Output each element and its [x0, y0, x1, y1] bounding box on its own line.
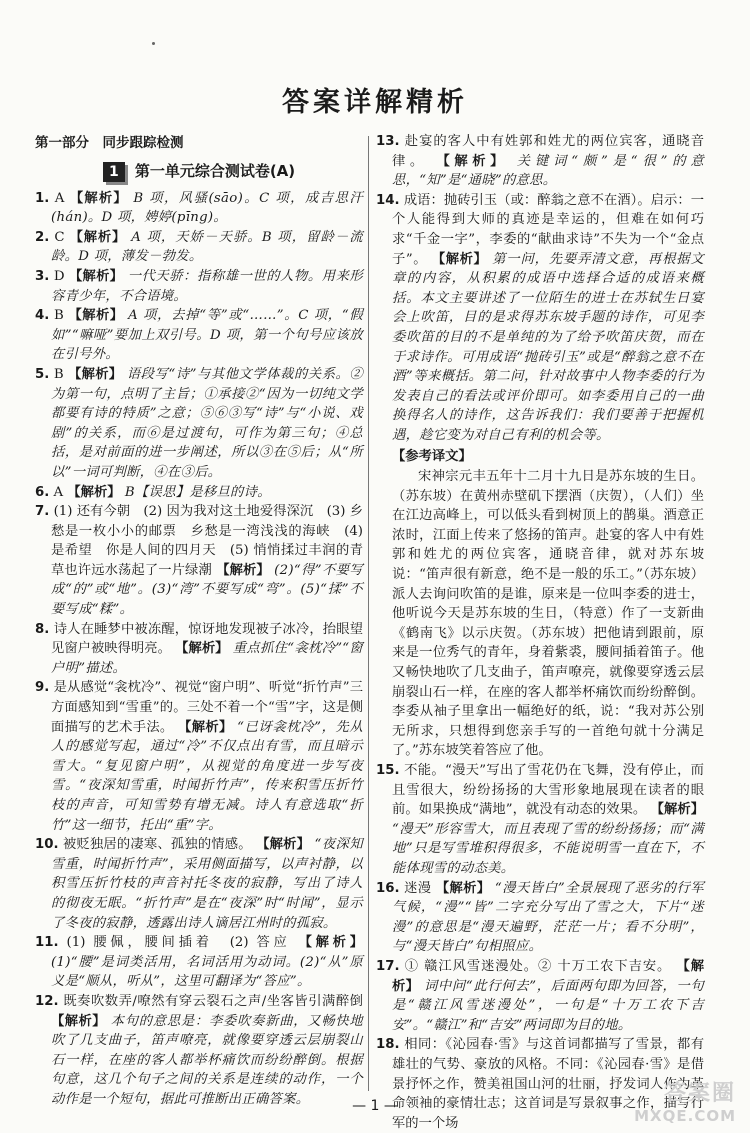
reference-translation-label: 【参考译文】 [392, 448, 472, 464]
analysis-tag: 【解析】 [68, 268, 124, 284]
analysis-text: 关键词“颇”是“很”的意思，“知”是“通晓”的意思。 [392, 153, 705, 189]
item-number: 9. [35, 680, 50, 696]
left-column [35, 132, 363, 1110]
item-answer: D [53, 268, 65, 284]
analysis-text: B 项，风骚(sāo)。C 项，成吉思汗(hán)。D 项，娉婷(pīng)。 [51, 190, 364, 226]
item-answer: A [53, 484, 64, 500]
analysis-text: 重点抓住“衾枕冷”“窗户明”描述。 [51, 641, 364, 676]
item-answer: B [54, 308, 64, 324]
answer-item [35, 502, 363, 620]
item-number: 7. [35, 504, 50, 520]
watermark-logo [612, 1076, 736, 1124]
left-answer-list [35, 189, 363, 1110]
analysis-tag: 【解析】 [175, 641, 229, 657]
item-number: 17. [376, 958, 400, 974]
watermark-text: 答案圈 [663, 1081, 736, 1106]
answer-item [35, 189, 363, 228]
unit-badge: 1 [103, 162, 125, 182]
analysis-text: 本句的意思是：李委吹奏新曲，又畅快地吹了几支曲子，笛声嘹亮，就像要穿透云层崩裂山石一样，在座的客人都举杯痛饮而纷纷醉倒。根据句意，这几个句子之间的关系是连续的动作，一个动作是一个短句，据此可推断出正确答案。 [51, 1013, 364, 1107]
item-answer: 不能。“漫天”写出了雪花仍在飞舞，没有停止，而且雪很大，纷纷扬扬的大雪形象地展现在读者的眼前。如果换成“满地”，就没有动态的效果。 [392, 763, 704, 818]
item-answer: ① 赣江风雪迷漫处。② 十万工农下吉安。 [404, 958, 672, 974]
item-number: 13. [376, 134, 400, 149]
item-answer: 诗人在睡梦中被冻醒，惊讶地发现被子冰冷，抬眼望见窗户被映得明亮。 [51, 621, 363, 657]
item-number: 15. [376, 763, 400, 778]
right-column [376, 132, 704, 1133]
analysis-text: (1)“腰”是词类活用，名词活用为动词。(2)“从”原义是“顺从，听从”，这里可翻译为“答应”。 [51, 954, 363, 990]
analysis-tag: 【解析】 [298, 935, 364, 951]
item-number: 18. [376, 1037, 400, 1053]
analysis-text: “夜深知雪重，时闻折竹声”，采用侧面描写，以声衬静，以积雪压折竹枝的声音衬托冬夜的寂静，写出了诗人的彻夜无眠。“折竹声”是在“夜深”时“时闻”，显示了冬夜的寂静，透露出诗人谪居江州时的孤寂。 [51, 837, 363, 931]
unit-heading [35, 162, 363, 182]
page-title: 答案详解精析 [282, 87, 468, 118]
analysis-tag: 【解析】 [51, 1013, 106, 1029]
watermark-url: MXQE.COM [634, 1107, 736, 1125]
item-answer: C [54, 229, 65, 245]
analysis-tag: 【解析】 [69, 229, 127, 245]
item-number: 1. [35, 190, 50, 206]
answer-item [35, 365, 363, 483]
answer-item [35, 620, 363, 679]
analysis-text: A 项，去掉“等”或“……”。C 项，“假如”“嘛哑”要加上双引号。D 项，第一个句号应该放在引号外。 [51, 308, 364, 363]
answer-item [376, 191, 704, 446]
answer-item [376, 132, 704, 191]
unit-title: 第一单元综合测试卷(A) [134, 161, 296, 180]
analysis-text: “已讶衾枕冷”，先从人的感觉写起，通过“冷”不仅点出有雪，而且暗示雪大。“复见窗户明”，从视觉的角度进一步写夜雪。“夜深知雪重，时闻折竹声”，传来积雪压折竹枝的声音，可知雪势有增无减。诗人有意选取“折竹”这一细节，托出“重”字。 [51, 719, 364, 833]
answer-item [376, 761, 704, 879]
answer-item [35, 992, 363, 1110]
item-answer: 相同：《沁园春·雪》与这首词都描写了雪景，都有雄壮的气势、豪放的风格。不同：《沁园春·雪》是借景抒怀之作，赞美祖国山河的壮丽，抒发词人作为革命领袖的豪情壮志；这首词是写景叙事之作，描写行军的一个场 [392, 1037, 704, 1131]
analysis-text: 语段写“诗”与其他文学体裁的关系。②为第一句，点明了主旨；①承接②“因为一切纯文学都要有诗的特质”之意；⑤⑥③写“诗”与“小说、戏剧”的关系，而⑥是过渡句，可作为第三句；④总括，是对前面的进一步阐述，所以③在⑤后；从“所以”一词可判断，④在③后。 [51, 366, 364, 480]
answer-item [35, 306, 363, 365]
answer-item [35, 835, 363, 933]
item-answer: 成语：抛砖引玉（或：醉翁之意不在酒）。启示：一个人能得到大师的真迹是幸运的，但难在如何巧求“千金一字”，李委的“献曲求诗”不失为一个“金点子”。 [392, 192, 704, 267]
item-number: 3. [35, 268, 50, 284]
item-number: 14. [376, 192, 400, 208]
analysis-text: 词中问“此行何去”，后面两句即为回答，一句是“赣江风雪迷漫处”，一句是“十万工农下吉安”。“赣江”和“吉安”两词即为目的地。 [392, 978, 704, 1033]
answer-item [376, 879, 704, 957]
item-answer: 被贬独居的凄寒、孤独的情感。 [62, 837, 252, 853]
item-number: 2. [35, 229, 50, 245]
analysis-tag: 【解析】 [68, 366, 123, 382]
analysis-text: 第一问，先要弄清文意，再根据文章的内容，从积累的成语中选择合适的成语来概括。本文主要讲述了一位陌生的进士在苏轼生日宴会上吹笛，目的是求得苏东坡手题的诗作，可见李委吹笛的目的不是单纯的为了给予吹笛庆贺，而在于求诗作。可用成语“抛砖引玉”或是“醉翁之意不在酒”等来概括。第二问，针对故事中人物李委的行为发表自己的看法或评价即可。如李委用自己的一曲换得名人的诗作，这告诉我们：我们要善于把握机遇，趁它变为对自己有利的机会等。 [392, 251, 704, 443]
item-number: 11. [35, 935, 59, 951]
column-divider [368, 136, 369, 1091]
analysis-tag: 【解析】 [431, 251, 488, 267]
item-answer: A [54, 190, 65, 206]
item-answer: 赴宴的客人中有姓郭和姓尤的两位宾客，通晓音律。 [392, 134, 705, 169]
item-answer: (1) 还有今朝 (2) 因为我对这土地爱得深沉 (3) 乡愁是一枚小小的邮票 乡愁是一湾浅浅的海峡 (4) 是希望 你是人间的四月天 (5) 悄悄揉过丰润的青草也许远水荡起了一片绿潮 [51, 504, 364, 578]
reference-translation-text: 宋神宗元丰五年十二月十九日是苏东坡的生日。（苏东坡）在黄州赤壁矶下摆酒（庆贺），（人们）坐在江边高峰上，可以低头看到树顶上的鹊巢。酒意正浓时，江面上传来了悠扬的笛声。赴宴的客人中有姓郭和姓尤的两位宾客，通晓音律，就对苏东坡说：“笛声很有新意，绝不是一般的乐工。”（苏东坡）派人去询问吹笛的是谁，原来是一位叫李委的进士，他听说今天是苏东坡的生日，（特意）作了一支新曲《鹤南飞》以示庆贺。（苏东坡）把他请到跟前，原来是一位秀气的青年，身着紫裘，腰间插着笛子。他又畅快地吹了几支曲子，笛声嘹亮，就像要穿透云层崩裂山石一样，在座的客人都举杯痛饮而纷纷醉倒。李委从袖子里拿出一幅绝好的纸，说：“我对苏公别无所求，只想得到您亲手写的一首绝句就十分满足了。”苏东坡笑着答应了他。 [392, 469, 704, 759]
item-number: 4. [35, 308, 50, 324]
analysis-tag: 【解析】 [68, 308, 124, 324]
answer-item [35, 933, 363, 992]
item-answer: B [53, 366, 64, 382]
analysis-text: 一代天骄：指称雄一世的人物。用来形容青少年，不合语境。 [51, 268, 364, 304]
item-number: 12. [35, 993, 59, 1009]
analysis-text: A 项，天娇－天骄。B 项，留龄－流龄。D 项，薄发－勃发。 [51, 229, 363, 265]
item-answer: 迷漫 [404, 880, 432, 896]
analysis-tag: 【解析】 [436, 153, 508, 169]
part-heading: 第一部分 同步跟踪检测 [35, 135, 184, 151]
analysis-tag: 【解析】 [392, 958, 705, 994]
analysis-tag: 【解析】 [69, 190, 128, 206]
page-number: — 1 — [352, 1098, 398, 1114]
analysis-text: “漫天皆白”全景展现了恶劣的行军气候，“漫”“皆”二字充分写出了雪之大，下片“迷漫”的意思是“漫天遍野，茫茫一片；看不分明”，与“漫天皆白”句相照应。 [392, 880, 705, 955]
item-answer: 既奏吹数弄/嘹然有穿云裂石之声/坐客皆引满醉倒 [63, 993, 363, 1009]
scan-dot [152, 42, 155, 45]
item-number: 5. [35, 366, 50, 382]
analysis-tag: 【解析】 [67, 484, 121, 500]
item-number: 16. [376, 880, 400, 896]
item-answer: 是从感觉“衾枕冷”、视觉“窗户明”、听觉“折竹声”三方面感知到“雪重”的。三处不着一个“雪”字，这是侧面描写的艺术手法。 [51, 680, 363, 735]
analysis-text: (2)“得”不要写成“的”或“地”。(3)“湾”不要写成“弯”。(5)“揉”不要写成“糅”。 [51, 562, 364, 618]
answer-item [35, 483, 363, 503]
item-number: 8. [35, 621, 50, 637]
item-answer: (1) 腰佩，腰间插着 (2) 答应 [66, 935, 291, 951]
analysis-tag: 【解析】 [178, 719, 233, 735]
answer-item [35, 267, 363, 306]
analysis-tag: 【解析】 [216, 562, 270, 578]
item-number: 6. [35, 484, 50, 500]
item-number: 10. [35, 837, 59, 853]
right-answer-list [376, 132, 704, 446]
analysis-tag: 【解析】 [256, 837, 311, 853]
answer-item [35, 678, 363, 835]
analysis-tag: 【解析】 [435, 880, 491, 896]
answer-item [376, 957, 704, 1035]
analysis-text: B【误思】是移旦的诗。 [124, 484, 271, 500]
analysis-text: “漫天”形容雪大，而且表现了雪的纷纷扬扬；而“满地”只是写雪堆积得很多，不能说明雪一直在下，不能体现雪的动态美。 [392, 821, 704, 876]
analysis-tag: 【解析】 [650, 802, 704, 818]
answer-item [35, 228, 363, 267]
